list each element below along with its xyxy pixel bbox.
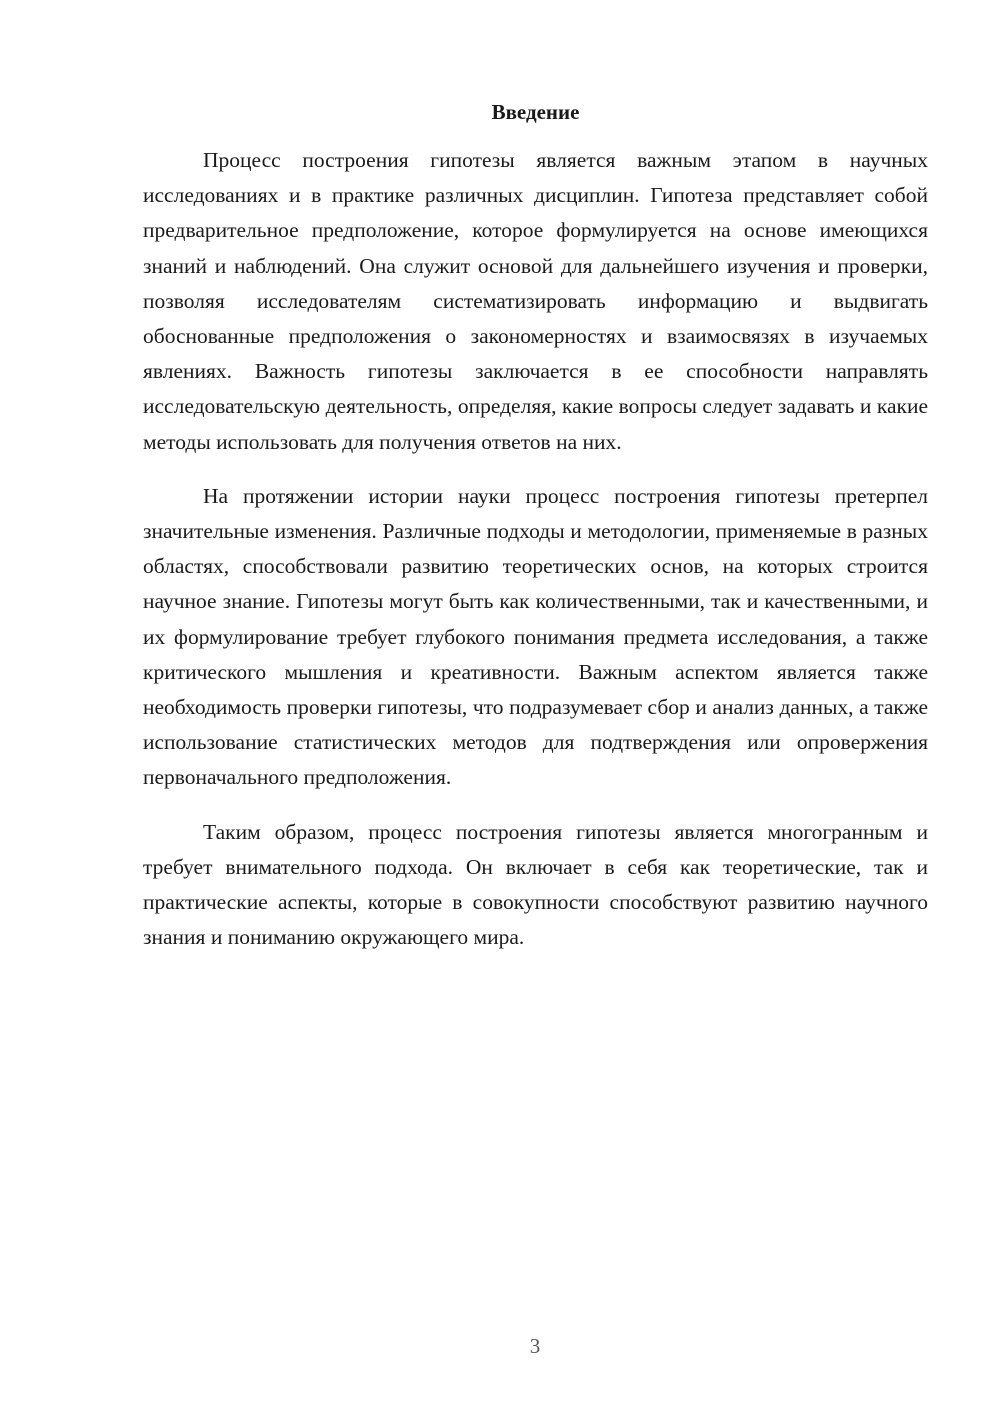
- page-number: 3: [529, 1334, 541, 1358]
- paragraph-1: Процесс построения гипотезы является важным этапом в научных исследованиях и в практике различных дисциплин. Гипотеза представляет собой предварительное предположение, которое формулируется на основе имеющихся знаний и наблюдений. Она служит основой для дальнейшего изучения и проверки, позволяя исследователям систематизировать информацию и выдвигать обоснованные предположения о закономерностях и взаимосвязях в изучаемых явлениях. Важность гипотезы заключается в ее способности направлять исследовательскую деятельность, определяя, какие вопросы следует задавать и какие методы использовать для получения ответов на них.: [143, 148, 928, 454]
- paragraph-2: На протяжении истории науки процесс построения гипотезы претерпел значительные изменения. Различные подходы и методологии, применяемые в разных областях, способствовали развитию теоретических основ, на которых строится научное знание. Гипотезы могут быть как количественными, так и качественными, и их формулирование требует глубокого понимания предмета исследования, а также критического мышления и креативности. Важным аспектом является также необходимость проверки гипотезы, что подразумевает сбор и анализ данных, а также использование статистических методов для подтверждения или опровержения первоначального предположения.: [143, 483, 928, 790]
- page-heading: Введение: [491, 100, 580, 124]
- body-text: [143, 143, 928, 955]
- paragraph-3: Таким образом, процесс построения гипотезы является многогранным и требует внимательного подхода. Он включает в себя как теоретические, так и практические аспекты, которые в совокупности способствуют развитию научного знания и пониманию окружающего мира.: [143, 819, 928, 950]
